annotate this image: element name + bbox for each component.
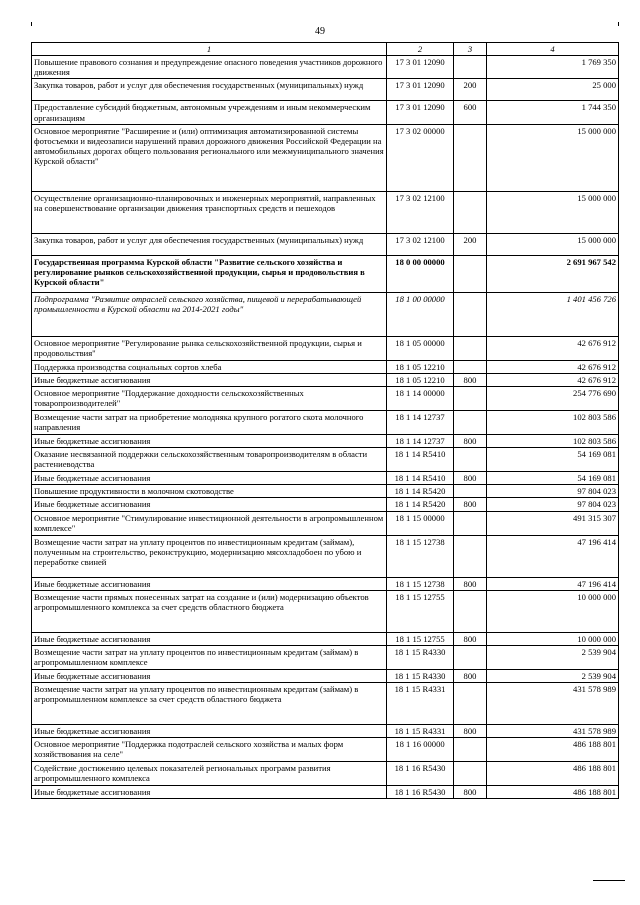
- row-type-cell: [454, 535, 487, 577]
- table-row: [32, 632, 619, 645]
- row-type-cell: [454, 386, 487, 410]
- row-name-cell: Иные бюджетные ассигнования: [32, 498, 387, 511]
- table-row: [32, 577, 619, 590]
- table-row: [32, 590, 619, 632]
- table-row: [32, 191, 619, 233]
- row-amount-cell: 54 169 081: [487, 472, 619, 485]
- table-row: [32, 386, 619, 410]
- row-name-cell: Предоставление субсидий бюджетным, автономным учреждениям и иным некоммерческим организациям: [32, 101, 387, 124]
- table-row: [32, 498, 619, 511]
- row-name-cell: Повышение продуктивности в молочном скотоводстве: [32, 485, 387, 498]
- row-name-cell: Основное мероприятие "Стимулирование инвестиционной деятельности в агропромышленном комплексе": [32, 511, 387, 535]
- row-amount-cell: 1 769 350: [487, 56, 619, 79]
- table-row: [32, 669, 619, 682]
- table-row: [32, 373, 619, 386]
- row-amount-cell: 10 000 000: [487, 590, 619, 632]
- row-type-cell: [454, 336, 487, 360]
- row-code-cell: 18 1 15 R4330: [387, 645, 454, 669]
- row-type-cell: [454, 448, 487, 472]
- header-cell-type: 3: [454, 43, 487, 56]
- row-code-cell: 18 1 15 12738: [387, 577, 454, 590]
- row-code-cell: 18 1 15 R4331: [387, 682, 454, 724]
- row-type-cell: 800: [454, 669, 487, 682]
- row-amount-cell: 431 578 989: [487, 724, 619, 737]
- table-row: [32, 292, 619, 336]
- row-name-cell: Иные бюджетные ассигнования: [32, 669, 387, 682]
- row-code-cell: 18 1 14 12737: [387, 410, 454, 434]
- row-amount-cell: 491 315 307: [487, 511, 619, 535]
- table-header-row: [32, 43, 619, 56]
- row-type-cell: 600: [454, 101, 487, 124]
- row-type-cell: [454, 590, 487, 632]
- row-type-cell: [454, 56, 487, 79]
- row-amount-cell: 42 676 912: [487, 336, 619, 360]
- row-code-cell: 18 1 14 R5420: [387, 485, 454, 498]
- row-code-cell: 18 1 14 R5410: [387, 472, 454, 485]
- row-amount-cell: 2 539 904: [487, 669, 619, 682]
- row-amount-cell: 486 188 801: [487, 786, 619, 799]
- row-name-cell: Основное мероприятие "Поддержание доходности сельскохозяйственных товаропроизводителей": [32, 386, 387, 410]
- row-amount-cell: 47 196 414: [487, 535, 619, 577]
- row-type-cell: 800: [454, 373, 487, 386]
- row-amount-cell: 15 000 000: [487, 233, 619, 255]
- row-type-cell: [454, 645, 487, 669]
- row-type-cell: 800: [454, 632, 487, 645]
- row-code-cell: 17 3 01 12090: [387, 101, 454, 124]
- header-cell-name: 1: [32, 43, 387, 56]
- row-code-cell: 18 1 14 R5420: [387, 498, 454, 511]
- row-code-cell: 17 3 01 12090: [387, 56, 454, 79]
- row-name-cell: Подпрограмма "Развитие отраслей сельского хозяйства, пищевой и перерабатывающей промышленности в Курской области на 2014-2021 годы": [32, 292, 387, 336]
- row-amount-cell: 10 000 000: [487, 632, 619, 645]
- row-type-cell: 200: [454, 79, 487, 101]
- row-amount-cell: 42 676 912: [487, 360, 619, 373]
- table-row: [32, 124, 619, 191]
- row-name-cell: Государственная программа Курской области "Развитие сельского хозяйства и регулирование рынков сельскохозяйственной продукции, сырья и продовольствия в Курской области": [32, 255, 387, 292]
- row-code-cell: 18 1 00 00000: [387, 292, 454, 336]
- row-code-cell: 18 1 15 00000: [387, 511, 454, 535]
- row-code-cell: 17 3 02 12100: [387, 233, 454, 255]
- row-amount-cell: 54 169 081: [487, 448, 619, 472]
- row-code-cell: 18 1 15 R4330: [387, 669, 454, 682]
- row-name-cell: Основное мероприятие "Расширение и (или) оптимизация автоматизированной системы фотосъемки и видеозаписи нарушений правил дорожного движения Российской Федерации на автомобильных дорогах общего пользования регионального или межмуниципального значения Курской области": [32, 124, 387, 191]
- table-row: [32, 336, 619, 360]
- row-name-cell: Иные бюджетные ассигнования: [32, 472, 387, 485]
- row-code-cell: 18 1 16 R5430: [387, 762, 454, 786]
- row-code-cell: 18 1 05 00000: [387, 336, 454, 360]
- row-amount-cell: 486 188 801: [487, 738, 619, 762]
- row-type-cell: [454, 738, 487, 762]
- table-row: [32, 434, 619, 447]
- row-amount-cell: 1 744 350: [487, 101, 619, 124]
- table-row: [32, 738, 619, 762]
- row-name-cell: Иные бюджетные ассигнования: [32, 434, 387, 447]
- row-code-cell: 17 3 02 12100: [387, 191, 454, 233]
- row-type-cell: [454, 191, 487, 233]
- row-code-cell: 18 1 16 R5430: [387, 786, 454, 799]
- row-type-cell: [454, 410, 487, 434]
- row-type-cell: [454, 292, 487, 336]
- row-amount-cell: 254 776 690: [487, 386, 619, 410]
- row-type-cell: [454, 360, 487, 373]
- row-name-cell: Иные бюджетные ассигнования: [32, 373, 387, 386]
- row-code-cell: 18 1 05 12210: [387, 373, 454, 386]
- table-row: [32, 682, 619, 724]
- table-row: [32, 233, 619, 255]
- row-name-cell: Осуществление организационно-планировочных и инженерных мероприятий, направленных на совершенствование организации движения транспортных средств и пешеходов: [32, 191, 387, 233]
- header-cell-code: 2: [387, 43, 454, 56]
- table-row: [32, 410, 619, 434]
- row-name-cell: Основное мероприятие "Поддержка подотраслей сельского хозяйства и малых форм хозяйствования на селе": [32, 738, 387, 762]
- bottom-line-mark: [593, 880, 625, 881]
- row-name-cell: Иные бюджетные ассигнования: [32, 577, 387, 590]
- row-name-cell: Повышение правового сознания и предупреждение опасного поведения участников дорожного движения: [32, 56, 387, 79]
- table-row: [32, 56, 619, 79]
- row-amount-cell: 431 578 989: [487, 682, 619, 724]
- row-amount-cell: 102 803 586: [487, 410, 619, 434]
- header-cell-amount: 4: [487, 43, 619, 56]
- row-name-cell: Возмещение части затрат на уплату процентов по инвестиционным кредитам (займам) в агропромышленном комплексе: [32, 645, 387, 669]
- row-amount-cell: 42 676 912: [487, 373, 619, 386]
- row-amount-cell: 2 539 904: [487, 645, 619, 669]
- row-amount-cell: 15 000 000: [487, 124, 619, 191]
- row-amount-cell: 47 196 414: [487, 577, 619, 590]
- row-type-cell: 800: [454, 434, 487, 447]
- row-amount-cell: 97 804 023: [487, 498, 619, 511]
- row-type-cell: [454, 762, 487, 786]
- table-row: [32, 448, 619, 472]
- row-type-cell: [454, 511, 487, 535]
- row-amount-cell: 102 803 586: [487, 434, 619, 447]
- row-name-cell: Закупка товаров, работ и услуг для обеспечения государственных (муниципальных) нужд: [32, 233, 387, 255]
- row-name-cell: Возмещение части прямых понесенных затрат на создание и (или) модернизацию объектов агропромышленного комплекса за счет средств областного бюджета: [32, 590, 387, 632]
- row-amount-cell: 486 188 801: [487, 762, 619, 786]
- row-type-cell: 200: [454, 233, 487, 255]
- row-type-cell: 800: [454, 577, 487, 590]
- row-name-cell: Иные бюджетные ассигнования: [32, 724, 387, 737]
- row-name-cell: Основное мероприятие "Регулирование рынка сельскохозяйственной продукции, сырья и продовольствия": [32, 336, 387, 360]
- table-row: [32, 472, 619, 485]
- row-type-cell: 800: [454, 472, 487, 485]
- row-type-cell: [454, 485, 487, 498]
- table-row: [32, 511, 619, 535]
- table-row: [32, 645, 619, 669]
- row-code-cell: 18 1 14 12737: [387, 434, 454, 447]
- row-code-cell: 18 1 14 00000: [387, 386, 454, 410]
- row-amount-cell: 1 401 456 726: [487, 292, 619, 336]
- table-row: [32, 255, 619, 292]
- table-row: [32, 79, 619, 101]
- row-code-cell: 18 1 15 12755: [387, 632, 454, 645]
- row-code-cell: 18 1 15 R4331: [387, 724, 454, 737]
- row-type-cell: [454, 255, 487, 292]
- row-amount-cell: 25 000: [487, 79, 619, 101]
- row-amount-cell: 97 804 023: [487, 485, 619, 498]
- row-name-cell: Возмещение части затрат на уплату процентов по инвестиционным кредитам (займам), полученным на строительство, реконструкцию, модернизацию мясохладобоен по убою и переработке свиней: [32, 535, 387, 577]
- table-row: [32, 101, 619, 124]
- row-type-cell: 800: [454, 724, 487, 737]
- row-type-cell: 800: [454, 498, 487, 511]
- table-row: [32, 724, 619, 737]
- budget-table: [31, 42, 619, 799]
- row-code-cell: 18 0 00 00000: [387, 255, 454, 292]
- row-amount-cell: 2 691 967 542: [487, 255, 619, 292]
- row-name-cell: Возмещение части затрат на приобретение молодняка крупного рогатого скота молочного направления: [32, 410, 387, 434]
- row-name-cell: Возмещение части затрат на уплату процентов по инвестиционным кредитам (займам) в агропромышленном комплексе за счет средств областного бюджета: [32, 682, 387, 724]
- row-code-cell: 18 1 14 R5410: [387, 448, 454, 472]
- row-code-cell: 17 3 01 12090: [387, 79, 454, 101]
- page-number: 49: [315, 26, 325, 37]
- row-code-cell: 18 1 15 12755: [387, 590, 454, 632]
- table-row: [32, 762, 619, 786]
- row-type-cell: [454, 682, 487, 724]
- row-name-cell: Содействие достижению целевых показателей региональных программ развития агропромышленного комплекса: [32, 762, 387, 786]
- row-type-cell: [454, 124, 487, 191]
- row-name-cell: Иные бюджетные ассигнования: [32, 786, 387, 799]
- row-type-cell: 800: [454, 786, 487, 799]
- row-name-cell: Закупка товаров, работ и услуг для обеспечения государственных (муниципальных) нужд: [32, 79, 387, 101]
- table-row: [32, 485, 619, 498]
- table-row: [32, 535, 619, 577]
- row-code-cell: 18 1 15 12738: [387, 535, 454, 577]
- table-row: [32, 360, 619, 373]
- row-name-cell: Оказание несвязанной поддержки сельскохозяйственным товаропроизводителям в области растениеводства: [32, 448, 387, 472]
- row-name-cell: Поддержка производства социальных сортов хлеба: [32, 360, 387, 373]
- row-amount-cell: 15 000 000: [487, 191, 619, 233]
- table-row: [32, 786, 619, 799]
- row-name-cell: Иные бюджетные ассигнования: [32, 632, 387, 645]
- row-code-cell: 18 1 05 12210: [387, 360, 454, 373]
- row-code-cell: 17 3 02 00000: [387, 124, 454, 191]
- row-code-cell: 18 1 16 00000: [387, 738, 454, 762]
